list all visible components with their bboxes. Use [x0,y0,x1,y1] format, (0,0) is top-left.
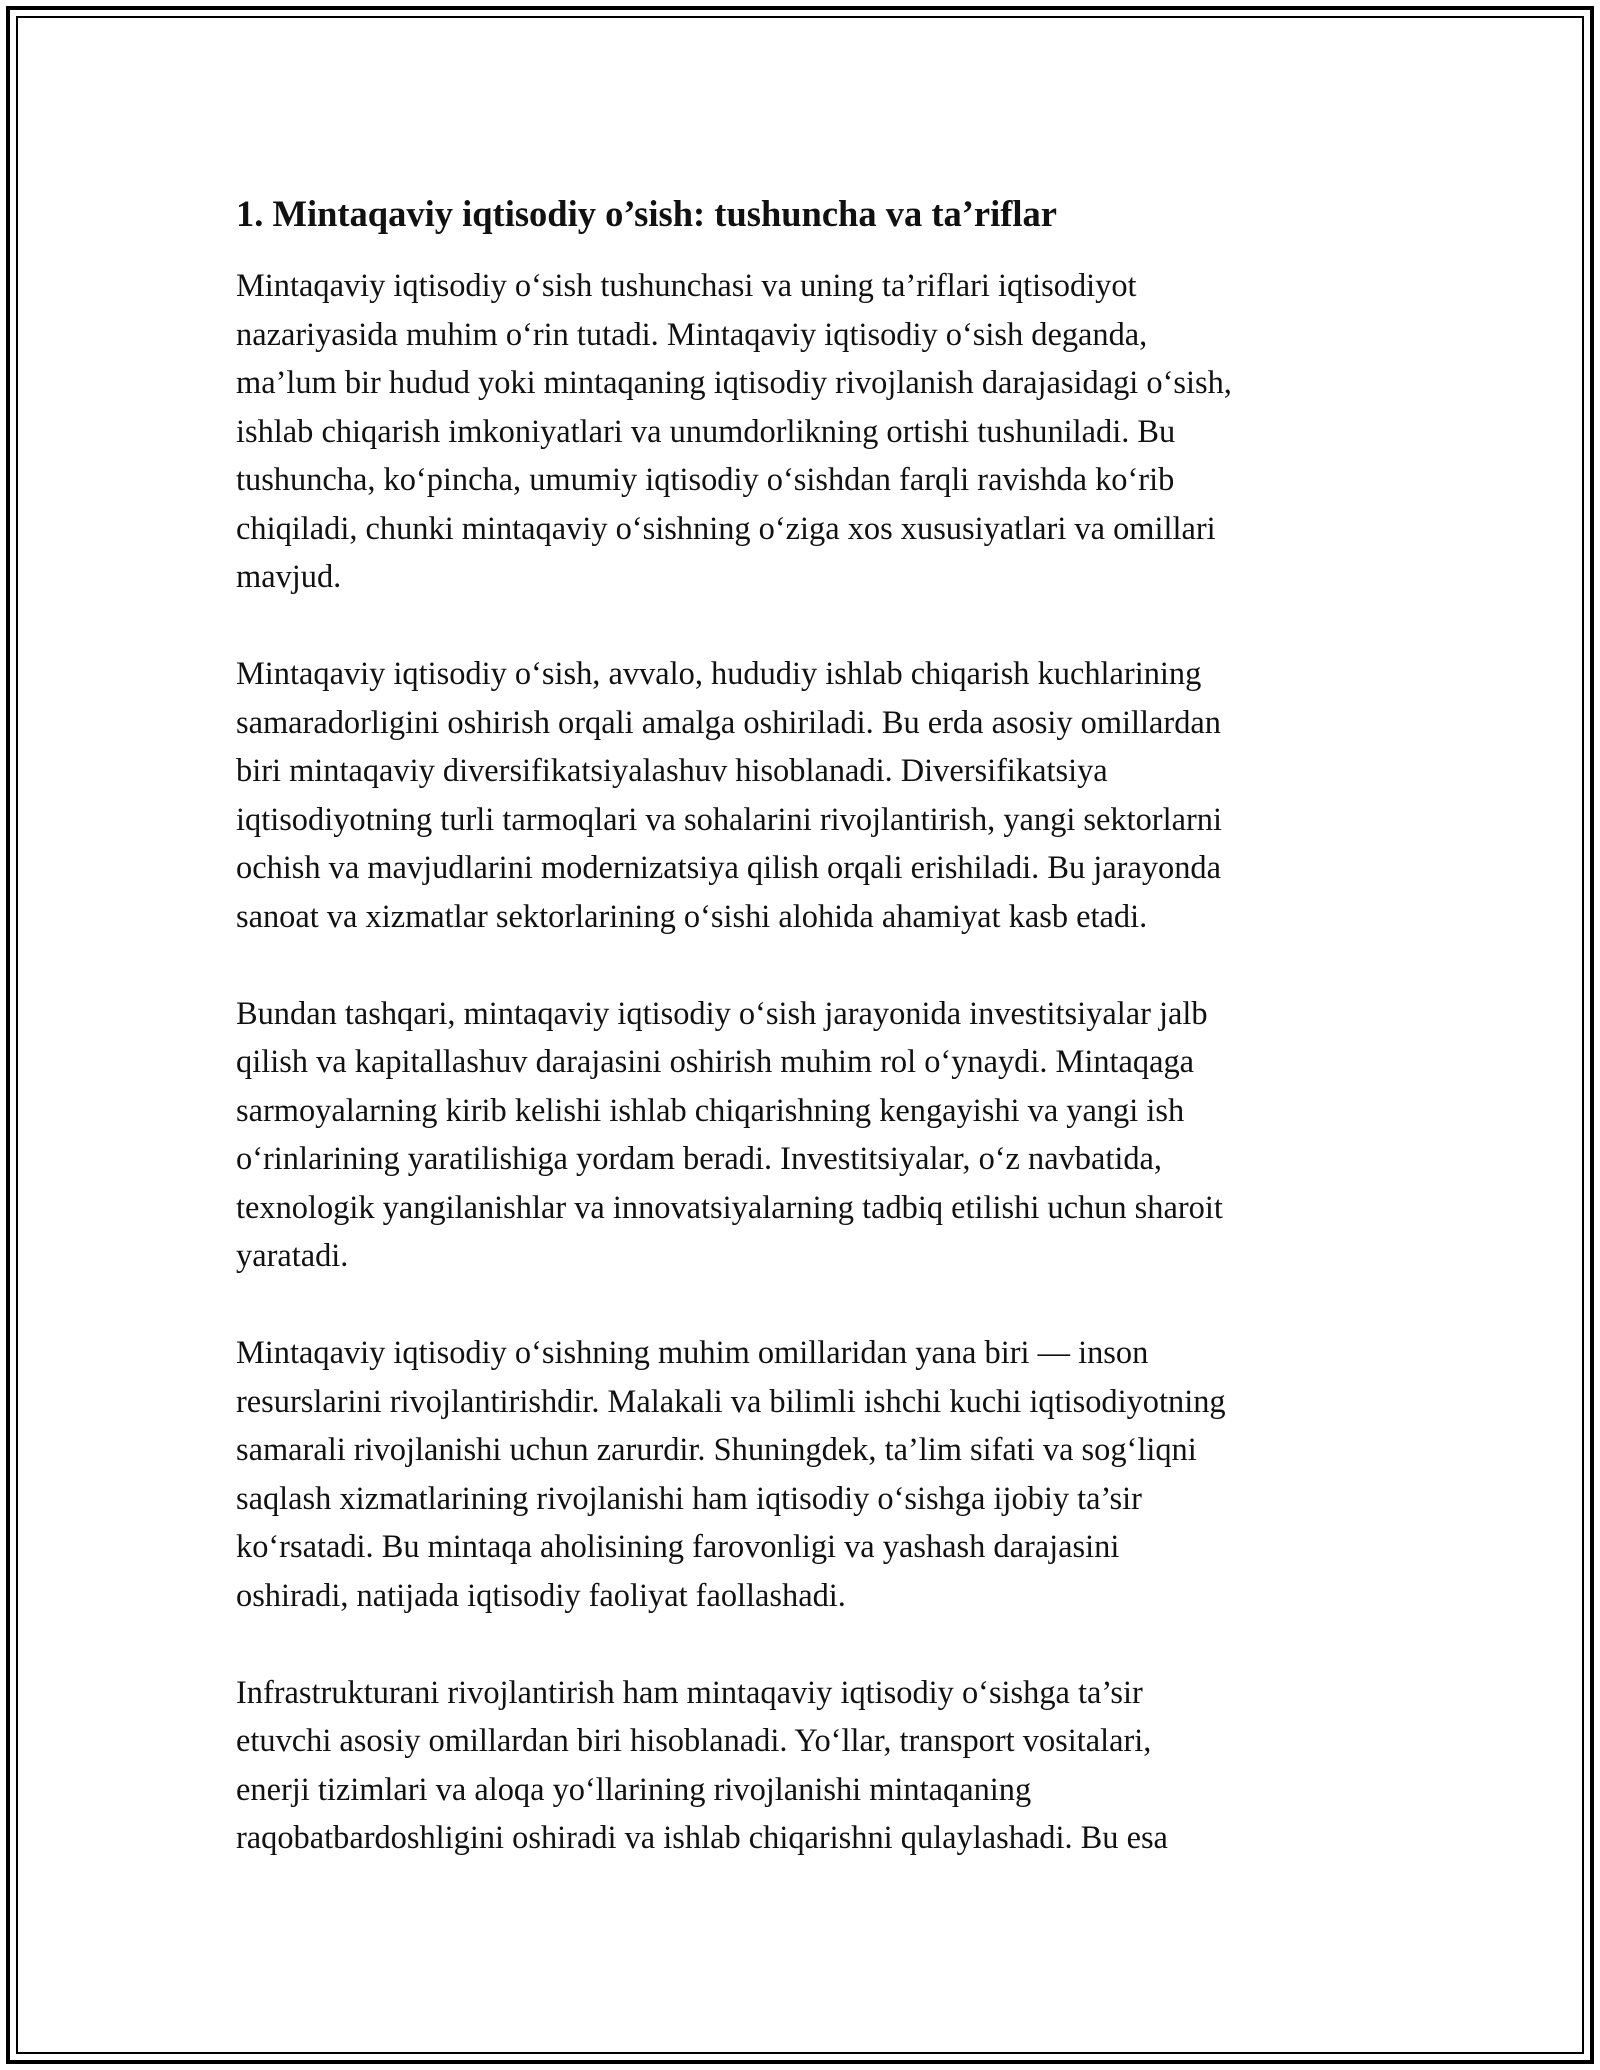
text-line: resurslarini rivojlantirishdir. Malakali va bilimli ishchi kuchi iqtisodiyotning [236,1383,1226,1420]
text-line: o‘rinlarining yaratilishiga yordam beradi. Investitsiyalar, o‘z navbatida, [236,1141,1163,1177]
paragraph-1 [236,262,1366,602]
text-line: Infrastrukturani rivojlantirish ham mintaqaviy iqtisodiy o‘sishga ta’sir [236,1674,1143,1711]
text-line: samaradorligini oshirish orqali amalga oshiriladi. Bu erda asosiy omillardan [236,704,1221,741]
text-line: ishlab chiqarish imkoniyatlari va unumdorlikning ortishi tushuniladi. Bu [236,413,1176,450]
text-line: tushuncha, ko‘pincha, umumiy iqtisodiy o‘sishdan farqli ravishda ko‘rib [236,462,1175,498]
body-text [236,262,1366,1863]
paragraph-2 [236,650,1366,941]
text-line: biri mintaqaviy diversifikatsiyalashuv hisoblanadi. Diversifikatsiya [236,753,1108,789]
text-line: Mintaqaviy iqtisodiy o‘sish tushunchasi va uning ta’riflari iqtisodiyot [236,268,1137,304]
text-line: chiqiladi, chunki mintaqaviy o‘sishning o‘ziga xos xususiyatlari va omillari [236,510,1216,547]
section-heading: 1. Mintaqaviy iqtisodiy o’sish: tushuncha va ta’riflar [236,193,1058,234]
paragraph-4 [236,1329,1366,1620]
text-line: enerji tizimlari va aloqa yo‘llarining rivojlanishi mintaqaning [236,1771,1032,1808]
text-line: iqtisodiyotning turli tarmoqlari va sohalarini rivojlantirish, yangi sektorlarni [236,801,1222,838]
text-line: ko‘rsatadi. Bu mintaqa aholisining farovonligi va yashash darajasini [236,1529,1120,1565]
paragraph-5 [236,1669,1366,1863]
text-line: texnologik yangilanishlar va innovatsiyalarning tadbiq etilishi uchun sharoit [236,1189,1223,1226]
text-line: saqlash xizmatlarining rivojlanishi ham iqtisodiy o‘sishga ijobiy ta’sir [236,1480,1142,1517]
text-line: samarali rivojlanishi uchun zarurdir. Shuningdek, ta’lim sifati va sog‘liqni [236,1432,1197,1468]
text-line: ma’lum bir hudud yoki mintaqaning iqtisodiy rivojlanish darajasidagi o‘sish, [236,365,1232,401]
text-line: Bundan tashqari, mintaqaviy iqtisodiy o‘sish jarayonida investitsiyalar jalb [236,995,1208,1032]
text-line: sarmoyalarning kirib kelishi ishlab chiqarishning kengayishi va yangi ish [236,1092,1185,1129]
text-line: Mintaqaviy iqtisodiy o‘sishning muhim omillaridan yana biri — inson [236,1335,1149,1371]
paragraph-3 [236,990,1366,1281]
text-line: qilish va kapitallashuv darajasini oshirish muhim rol o‘ynaydi. Mintaqaga [236,1044,1195,1080]
text-line: Mintaqaviy iqtisodiy o‘sish, avvalo, hududiy ishlab chiqarish kuchlarining [236,656,1202,692]
text-line: raqobatbardoshligini oshiradi va ishlab chiqarishni qulaylashadi. Bu esa [236,1820,1168,1856]
text-line: ochish va mavjudlarini modernizatsiya qilish orqali erishiladi. Bu jarayonda [236,850,1221,886]
text-line: sanoat va xizmatlar sektorlarining o‘sishi alohida ahamiyat kasb etadi. [236,898,1148,935]
text-line: etuvchi asosiy omillardan biri hisoblanadi. Yo‘llar, transport vositalari, [236,1723,1152,1759]
document-page [236,190,1366,1911]
text-line: nazariyasida muhim o‘rin tutadi. Mintaqaviy iqtisodiy o‘sish deganda, [236,316,1148,353]
text-line: mavjud. [236,559,342,595]
text-line: yaratadi. [236,1238,349,1274]
text-line: oshiradi, natijada iqtisodiy faoliyat faollashadi. [236,1577,846,1614]
